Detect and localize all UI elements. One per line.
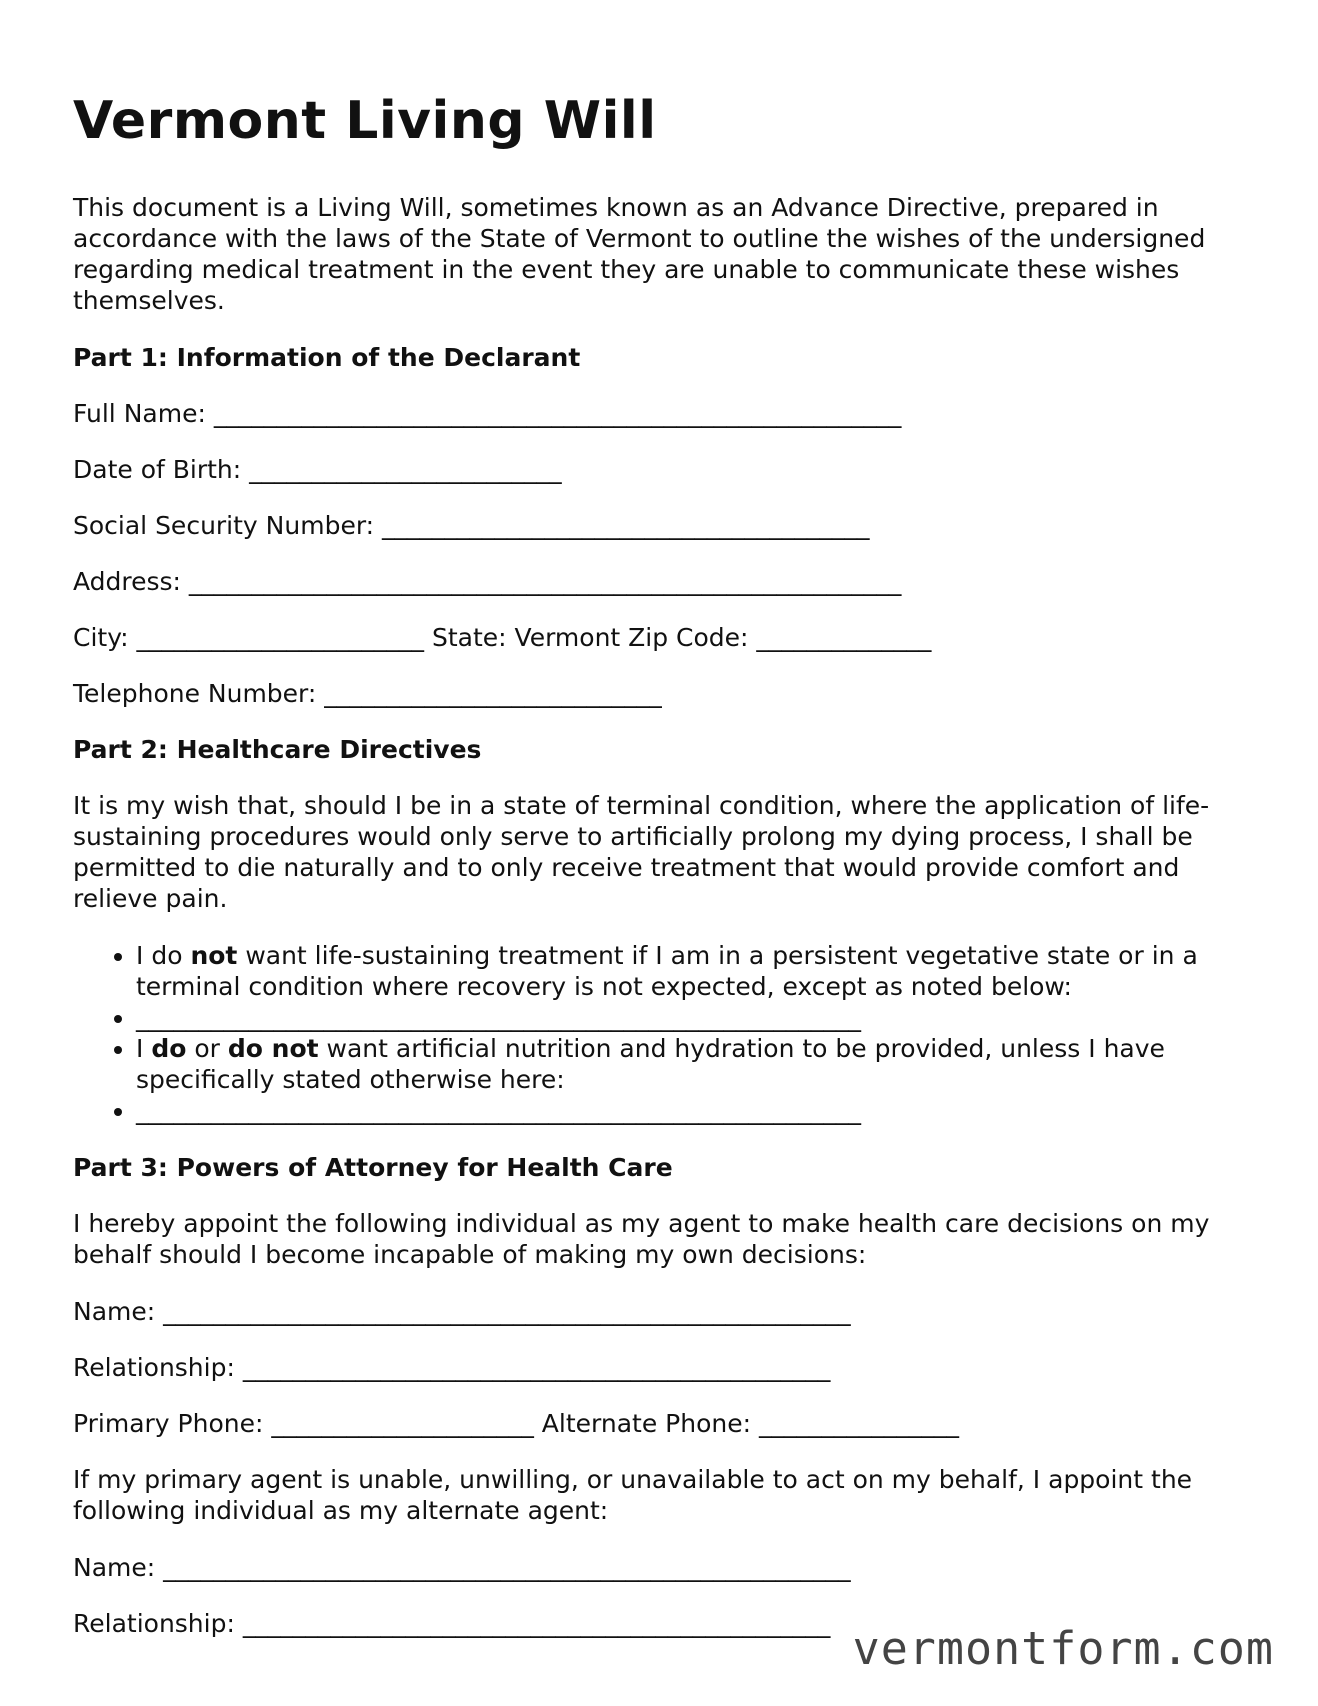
bullet-emphasis: do not (227, 1034, 319, 1064)
telephone-field: Telephone Number: ___________________________ (73, 679, 662, 709)
list-item: • __________________________________________________________ (136, 1095, 1258, 1126)
agent-phones-field: Primary Phone: _____________________ Alternate Phone: ________________ (73, 1409, 959, 1439)
list-item (136, 940, 1258, 1002)
part2-heading: Part 2: Healthcare Directives (73, 735, 482, 765)
watermark: vermontform.com (852, 1622, 1274, 1675)
document-title: Vermont Living Will (73, 91, 657, 151)
ssn-field: Social Security Number: _______________________________________ (73, 511, 870, 541)
list-item: • __________________________________________________________ (136, 1002, 1258, 1033)
list-item (136, 1033, 1258, 1095)
document-page (73, 90, 1258, 1664)
date-of-birth-field: Date of Birth: _________________________ (73, 455, 562, 485)
city-state-zip-field: City: _______________________ State: Vermont Zip Code: ______________ (73, 623, 932, 653)
directives-list (73, 940, 1258, 1126)
alternate-name-field: Name: _______________________________________________________ (73, 1553, 851, 1583)
bullet-text: I (136, 1034, 152, 1064)
bullet-text: want life-sustaining treatment if I am in a persistent vegetative state or in a terminal condition where recovery is not expected, except as noted below: (136, 941, 1198, 1002)
part1-heading: Part 1: Information of the Declarant (73, 343, 581, 373)
alternate-agent-paragraph: If my primary agent is unable, unwilling, or unavailable to act on my behalf, I appoint the following individual as my alternate agent: (73, 1465, 1193, 1526)
full-name-field: Full Name: _______________________________________________________ (73, 399, 902, 429)
bullet-emphasis: not (190, 941, 238, 971)
agent-relationship-field: Relationship: _______________________________________________ (73, 1353, 831, 1383)
alternate-relationship-field: Relationship: _______________________________________________ (73, 1609, 831, 1639)
part2-paragraph: It is my wish that, should I be in a state of terminal condition, where the application of life-sustaining procedures would only serve to artificially prolong my dying process, I shall be permitted to die naturally and to only receive treatment that would provide comfort and relieve pain. (73, 791, 1210, 914)
part3-heading: Part 3: Powers of Attorney for Health Care (73, 1153, 673, 1183)
bullet-text: I do (136, 941, 191, 971)
bullet-emphasis: do (151, 1034, 187, 1064)
address-field: Address: _________________________________________________________ (73, 567, 902, 597)
agent-name-field: Name: _______________________________________________________ (73, 1297, 851, 1327)
bullet-text: or (186, 1034, 228, 1064)
intro-paragraph: This document is a Living Will, sometimes known as an Advance Directive, prepared in accordance with the laws of the State of Vermont to outline the wishes of the undersigned regarding medical treatment in the event they are unable to communicate these wishes themselves. (73, 193, 1206, 316)
bullet-text: want artificial nutrition and hydration to be provided, unless I have specifically stated otherwise here: (136, 1034, 1165, 1095)
part3-paragraph: I hereby appoint the following individual as my agent to make health care decisions on my behalf should I become incapable of making my own decisions: (73, 1209, 1210, 1270)
